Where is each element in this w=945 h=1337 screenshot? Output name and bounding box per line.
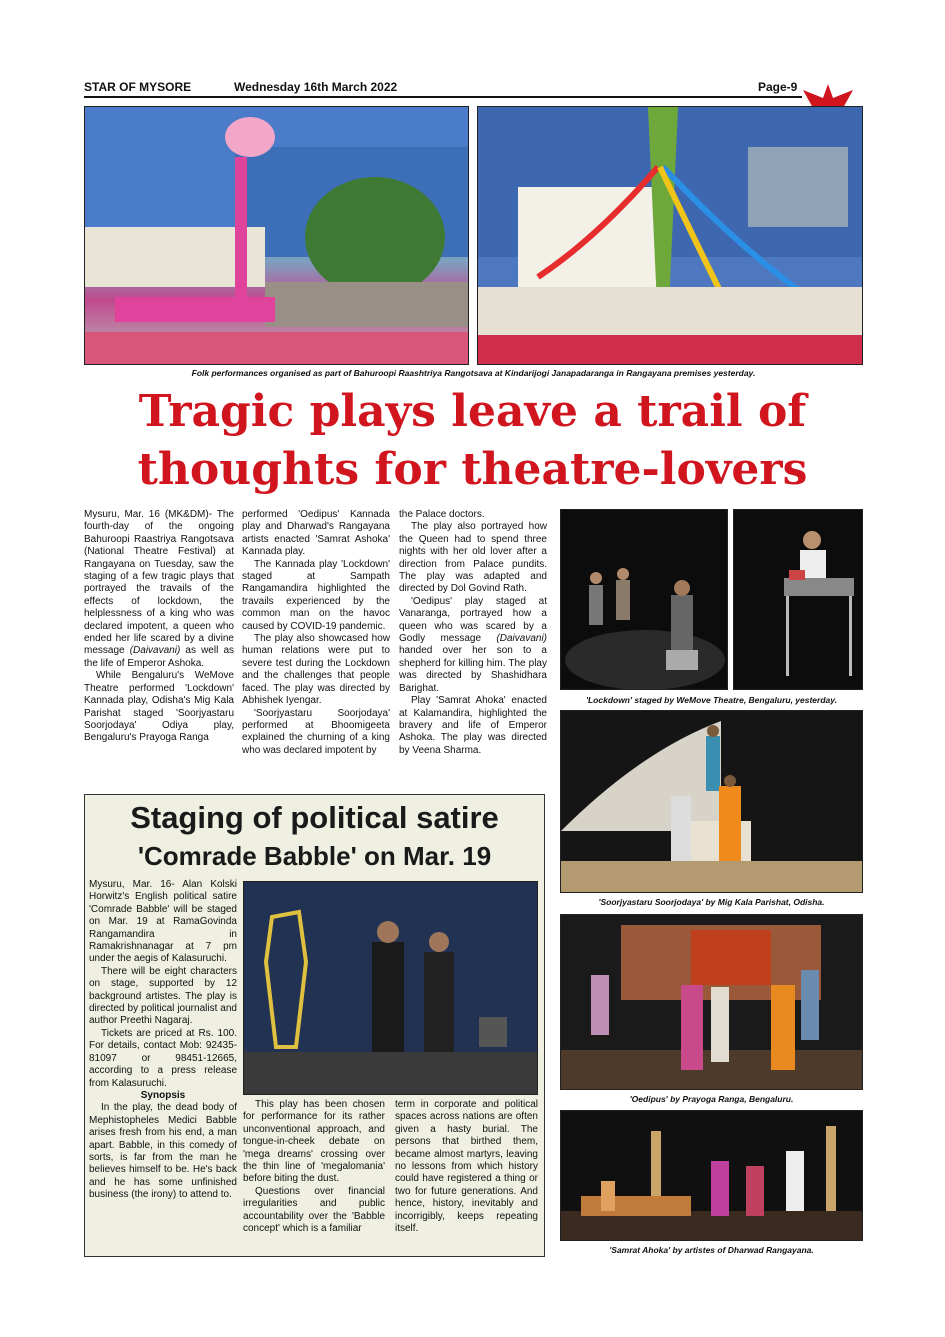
story-paragraph: The play also portrayed how the Queen had to spend three nights with her old lover after a direction from Palace pundits. The play was adapted and directed by Dol Govind Rath. <box>399 521 547 595</box>
story-text: Mysuru, Mar. 16 (MK&DM)- The fourth-day of the ongoing Bahuroopi Raastriya Rangotsava (National Theatre Festival) at Rangayana on Tuesday, saw the staging of a few tragic plays that portrayed the travails of the effects of lockdown, the helplessness of a king who was declared impotent, a queen who ended her life scared by a divine message <box>84 509 234 657</box>
top-photos-caption: Folk performances organised as part of Bahuroopi Raashtriya Rangotsava at Kindarijogi Janapadaranga in Rangayana premises yesterday. <box>191 368 756 378</box>
story-paragraph: 'Soorjyastaru Soorjodaya' performed at Bhoomigeeta explained the churning of a king who was declared impotent by <box>242 707 390 756</box>
story-paragraph: In the play, the dead body of Mephistopheles Medici Babble arises fresh from his end, a man apart. Babble, in this comedy of sorts, is far from the man he believes himself to be. He's back and he has some unfinished business (the irony) to attend to. <box>89 1102 237 1201</box>
story-emphasis: (Daivavani) <box>129 645 181 657</box>
satire-headline-line2: 'Comrade Babble' on Mar. 19 <box>137 841 492 871</box>
synopsis-subhead: Synopsis <box>140 1089 186 1101</box>
main-headline-line1: Tragic plays leave a trail of <box>138 386 807 437</box>
header-rule <box>84 96 802 98</box>
side-photo-caption-1: 'Lockdown' staged by WeMove Theatre, Bengaluru, yesterday. <box>585 695 838 705</box>
satire-column-2 <box>243 1099 385 1235</box>
lockdown-photo-right <box>733 509 863 690</box>
story-emphasis: (Daivavani) <box>496 633 547 645</box>
satire-story-box <box>84 794 545 1257</box>
story-paragraph: the Palace doctors. <box>399 509 485 520</box>
issue-date: Wednesday 16th March 2022 <box>234 80 398 94</box>
oedipus-photo <box>560 914 863 1090</box>
side-photo-caption-3: 'Oedipus' by Prayoga Ranga, Bengaluru. <box>629 1094 794 1104</box>
main-story-column-2 <box>242 509 390 757</box>
story-paragraph: Tickets are priced at Rs. 100. For details, contact Mob: 92435-81097 or 98451-12665, according to a press release from Kalasuruchi. <box>89 1027 237 1089</box>
satire-column-1 <box>89 879 237 1202</box>
story-text: as well as the life of Emperor Ashoka. <box>84 645 234 669</box>
story-paragraph: The play also showcased how human relations were put to severe test during the Lockdown and the challenges that people faced. The play was directed by Abhishek Iyengar. <box>242 633 390 707</box>
story-paragraph: performed 'Oedipus' Kannada play and Dharwad's Rangayana artists enacted 'Samrat Ashoka' Kannada play. <box>242 509 390 558</box>
story-paragraph: The Kannada play 'Lockdown' staged at Sampath Rangamandira highlighted the travails experienced by the common man on the havoc caused by COVID-19 pandemic. <box>242 558 390 632</box>
story-paragraph: Questions over financial irregularities and public accountability over the 'Babble concept' which is a familiar <box>243 1185 385 1235</box>
story-paragraph: term in corporate and political spaces across nations are often given a hasty burial. The persons that birthed them, became almost martyrs, leaving no lessons from which history could have registered a thing or two for future generations. And hence, history, inevitably and incorrigibly, keeps repeating itself. <box>395 1099 538 1235</box>
main-headline-line2: thoughts for theatre-lovers <box>137 444 808 495</box>
newspaper-name: STAR OF MYSORE <box>84 80 192 94</box>
story-paragraph: There will be eight characters on stage, supported by 12 background artistes. The play is directed by political journalist and author Preethi Nagaraj. <box>89 965 237 1027</box>
side-photo-caption-2: 'Soorjyastaru Soorjodaya' by Mig Kala Parishat, Odisha. <box>598 897 825 907</box>
page-number: Page-9 <box>758 80 798 94</box>
samrat-ashoka-photo <box>560 1110 863 1241</box>
soorjyastaru-photo <box>560 710 863 893</box>
story-text: handed over her son to a shepherd for killing him. The play was directed by Shashidhara Barighat. <box>399 645 547 694</box>
side-photo-caption-4: 'Samrat Ahoka' by artistes of Dharwad Rangayana. <box>609 1245 814 1255</box>
comrade-babble-photo <box>243 881 538 1095</box>
satire-column-3 <box>395 1099 538 1235</box>
main-story-column-3 <box>399 509 547 757</box>
folk-performance-photo-right <box>477 106 863 365</box>
folk-performance-photo-left <box>84 106 469 365</box>
story-paragraph: Play 'Samrat Ahoka' enacted at Kalamandira, highlighted the bravery and life of Emperor Ashoka. The play was directed by Veena Sharma. <box>399 695 547 756</box>
satire-headline-line1: Staging of political satire <box>130 800 499 835</box>
story-paragraph: Mysuru, Mar. 16- Alan Kolski Horwitz's English political satire 'Comrade Babble' will be staged on Mar. 19 at RamaGovinda Rangamandira in Ramakrishnanagar at 7 pm under the aegis of Kalasuruchi. <box>89 879 237 965</box>
lockdown-photo-left <box>560 509 728 690</box>
main-story-column-1 <box>84 509 234 745</box>
story-paragraph: This play has been chosen for performance for its rather unconventional approach, and tongue-in-cheek debate on 'mega dreams' crossing over the thin line of 'megalomania' before biting the dust. <box>243 1099 385 1185</box>
story-paragraph: While Bengaluru's WeMove Theatre performed 'Lockdown' Kannada play, Odisha's Mig Kala Parishat staged 'Soorjyastaru Soorjodaya' Odiya play, Bengaluru's Prayoga Ranga <box>84 670 234 744</box>
story-text: 'Oedipus' play staged at Vanaranga, portrayed how a queen who was scared by a Godly message <box>399 595 547 645</box>
